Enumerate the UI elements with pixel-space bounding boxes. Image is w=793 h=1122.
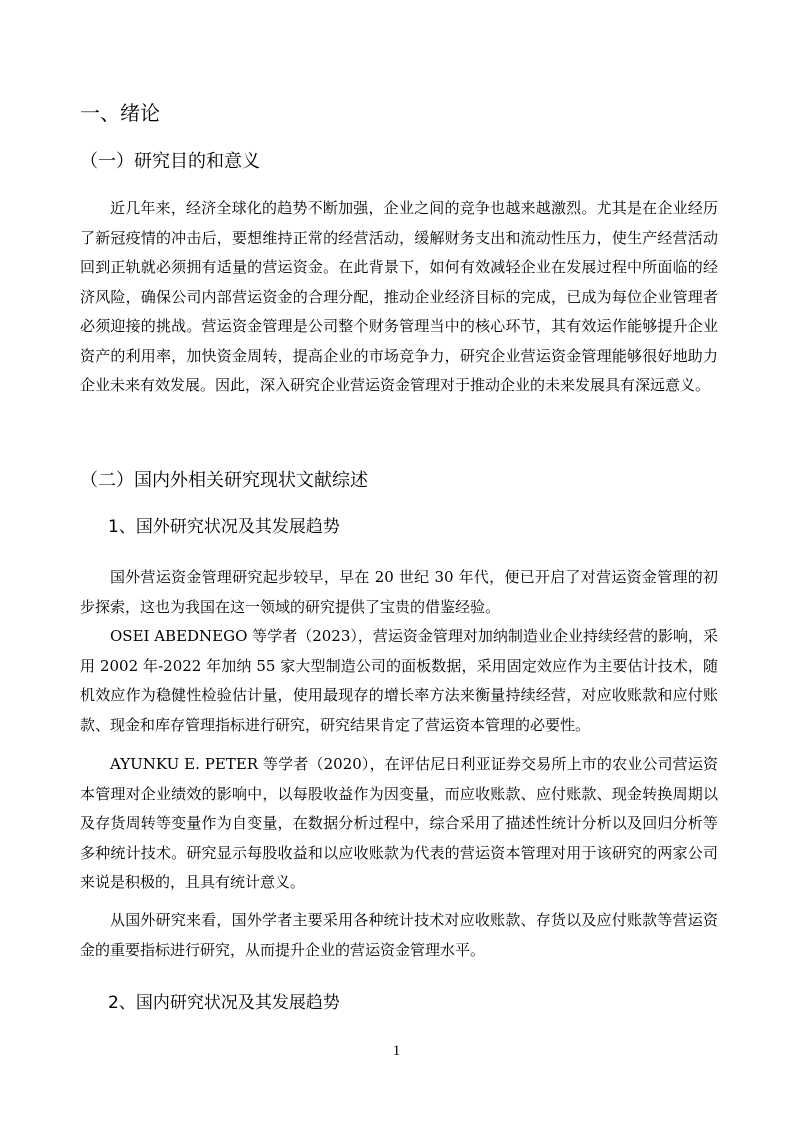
subsection-heading-domestic: 2、国内研究状况及其发展趋势	[108, 993, 340, 1013]
chapter-heading: 一、绪论	[80, 101, 160, 125]
paragraph-osei: OSEI ABEDNEGO 等学者（2023），营运资金管理对加纳制造业企业持续经营的影响，采用 2002 年-2022 年加纳 55 家大型制造公司的面板数据，采用固定效应作为主要估计技术，随机效应作为稳健性检验估计量，使用最现存的增长率方法来衡量持续经营，对应收账款和应付账款、现金和库存管理指标进行研究，研究结果肯定了营运资本管理的必要性。	[80, 627, 718, 734]
section-heading-literature-review: （二）国内外相关研究现状文献综述	[80, 470, 368, 491]
paragraph-foreign-intro: 国外营运资金管理研究起步较早，早在 20 世纪 30 年代，便已开启了对营运资金管理的初步探索，这也为我国在这一领域的研究提供了宝贵的借鉴经验。	[80, 568, 718, 616]
paragraph-foreign-summary: 从国外研究来看，国外学者主要采用各种统计技术对应收账款、存货以及应付账款等营运资金的重要指标进行研究，从而提升企业的营运资金管理水平。	[80, 911, 718, 959]
subsection-heading-foreign: 1、国外研究状况及其发展趋势	[108, 517, 340, 537]
section-heading-purpose: （一）研究目的和意义	[80, 151, 260, 172]
page-number: 1	[392, 1043, 401, 1059]
paragraph-purpose: 近几年来，经济全球化的趋势不断加强，企业之间的竞争也越来越激烈。尤其是在企业经历了新冠疫情的冲击后，要想维持正常的经营活动，缓解财务支出和流动性压力，使生产经营活动回到正轨就必须拥有适量的营运资金。在此背景下，如何有效减轻企业在发展过程中所面临的经济风险，确保公司内部营运资金的合理分配，推动企业经济目标的完成，已成为每位企业管理者必须迎接的挑战。营运资金管理是公司整个财务管理当中的核心环节，其有效运作能够提升企业资产的利用率，加快资金周转，提高企业的市场竞争力，研究企业营运资金管理能够很好地助力企业未来有效发展。因此，深入研究企业营运资金管理对于推动企业的未来发展具有深远意义。	[80, 199, 718, 394]
paragraph-ayunku: AYUNKU E. PETER 等学者（2020），在评估尼日利亚证券交易所上市的农业公司营运资本管理对企业绩效的影响中，以每股收益作为因变量，而应收账款、应付账款、现金转换周期以及存货周转等变量作为自变量，在数据分析过程中，综合采用了描述性统计分析以及回归分析等多种统计技术。研究显示每股收益和以应收账款为代表的营运资本管理对用于该研究的两家公司来说是积极的，且具有统计意义。	[80, 755, 718, 891]
